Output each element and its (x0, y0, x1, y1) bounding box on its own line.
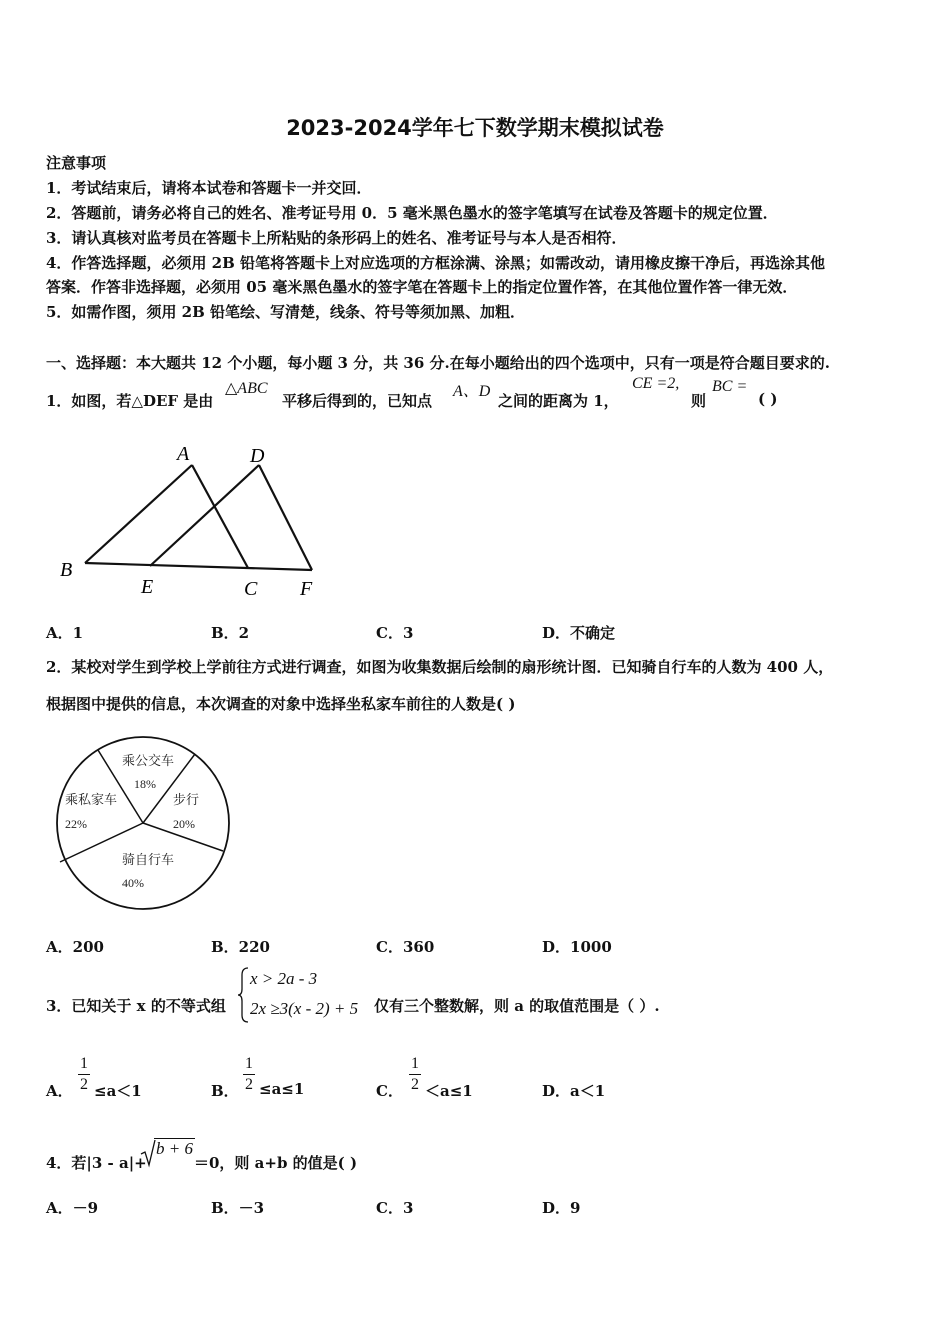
vertex-label: D (250, 445, 265, 467)
section-heading: 一、选择题：本大题共 12 个小题，每小题 3 分，共 36 分.在每小题给出的四个选项中，只有一项是符合题目要求的. (46, 354, 830, 372)
q1-option-b[interactable]: B．2 (211, 624, 250, 642)
q1-option-a[interactable]: A．1 (46, 624, 84, 642)
vertex-label: B (60, 559, 73, 581)
pie-percent: 22% (65, 817, 87, 831)
vertex-label: C (244, 578, 258, 600)
q4-radicand: b + 6 (156, 1139, 193, 1158)
q3-option-a-label[interactable]: A． (46, 1082, 73, 1100)
q1-option-c[interactable]: C．3 (376, 624, 414, 642)
q1-math-abc: △ABC (225, 380, 268, 397)
notice-item: 1．考试结束后，请将本试卷和答题卡一并交回． (46, 179, 372, 197)
q2-option-a[interactable]: A．200 (46, 938, 104, 956)
q2-option-b[interactable]: B．220 (211, 938, 270, 956)
q3-inequality-1: x > 2a - 3 (250, 969, 318, 988)
q1-bracket: ( ) (758, 390, 778, 408)
q1-option-d[interactable]: D．不确定 (542, 624, 616, 642)
question-1-text: 1．如图，若△DEF 是由 (46, 392, 214, 410)
q1-text: 之间的距离为 1， (498, 392, 619, 410)
q3-fraction: 1 2 (245, 1055, 253, 1093)
question-2-text: 2．某校对学生到学校上学前往方式进行调查，如图为收集数据后绘制的扇形统计图．已知骑自行车的人数为 400 人， (46, 658, 834, 676)
vertex-label: F (300, 578, 313, 600)
q4-option-c[interactable]: C．3 (376, 1199, 414, 1217)
q1-math-ad: A、D (453, 383, 491, 400)
q3-fraction: 1 2 (80, 1055, 88, 1093)
pie-percent: 20% (173, 817, 195, 831)
notice-item: 2．答题前，请务必将自己的姓名、准考证号用 0．5 毫米黑色墨水的签字笔填写在试卷及答题卡的规定位置． (46, 204, 778, 222)
q4-option-d[interactable]: D．9 (542, 1199, 581, 1217)
q2-option-c[interactable]: C．360 (376, 938, 435, 956)
notice-heading: 注意事项 (46, 154, 107, 172)
q2-pie-chart (50, 732, 240, 917)
pie-percent: 18% (134, 777, 156, 791)
pie-label: 乘私家车 (65, 792, 118, 807)
q1-math-bc: BC = (712, 378, 748, 395)
question-2-text: 根据图中提供的信息，本次调查的对象中选择坐私家车前往的人数是( ) (46, 695, 516, 713)
vertex-label: A (177, 443, 190, 465)
question-3-text: 仅有三个整数解，则 a 的取值范围是（ ）. (374, 997, 660, 1015)
notice-item: 答案．作答非选择题，必须用 05 毫米黑色墨水的签字笔在答题卡上的指定位置作答，在其他位置作答一律无效． (46, 278, 798, 296)
pie-label: 步行 (173, 792, 200, 807)
notice-item: 3．请认真核对监考员在答题卡上所粘贴的条形码上的姓名、准考证号与本人是否相符． (46, 229, 627, 247)
question-4-text: 4．若|3 - a|+ (46, 1154, 147, 1172)
q4-option-a[interactable]: A．－9 (46, 1199, 99, 1217)
page-title: 2023-2024学年七下数学期末模拟试卷 (286, 116, 664, 140)
q3-option-a[interactable]: ≤a＜1 (94, 1082, 142, 1100)
q3-option-c[interactable]: ＜a≤1 (425, 1082, 473, 1100)
vertex-label: E (141, 576, 154, 598)
q3-option-d[interactable]: D．a＜1 (542, 1082, 606, 1100)
q3-option-b-label[interactable]: B． (211, 1082, 239, 1100)
q2-option-d[interactable]: D．1000 (542, 938, 612, 956)
pie-label: 乘公交车 (122, 753, 175, 768)
question-3-text: 3．已知关于 x 的不等式组 (46, 997, 226, 1015)
question-4-text: ＝0，则 a+b 的值是( ) (194, 1154, 358, 1172)
q1-math-ce: CE =2, (632, 375, 680, 392)
q1-text: 则 (691, 392, 707, 410)
q4-option-b[interactable]: B．－3 (211, 1199, 265, 1217)
q1-text: 平移后得到的，已知点 (282, 392, 433, 410)
q3-inequality-2: 2x ≥3(x - 2) + 5 (250, 999, 359, 1018)
notice-item: 5．如需作图，须用 2B 铅笔绘、写清楚，线条、符号等须加黑、加粗． (46, 303, 525, 321)
notice-item: 4．作答选择题，必须用 2B 铅笔将答题卡上对应选项的方框涂满、涂黑；如需改动，请用橡皮擦干净后，再选涂其他 (46, 254, 826, 272)
pie-label: 骑自行车 (122, 852, 175, 867)
pie-percent: 40% (122, 876, 144, 890)
q1-triangle-figure (52, 430, 342, 605)
q3-fraction: 1 2 (411, 1055, 419, 1093)
q3-option-c-label[interactable]: C． (376, 1082, 403, 1100)
q3-option-b[interactable]: ≤a≤1 (259, 1080, 305, 1098)
